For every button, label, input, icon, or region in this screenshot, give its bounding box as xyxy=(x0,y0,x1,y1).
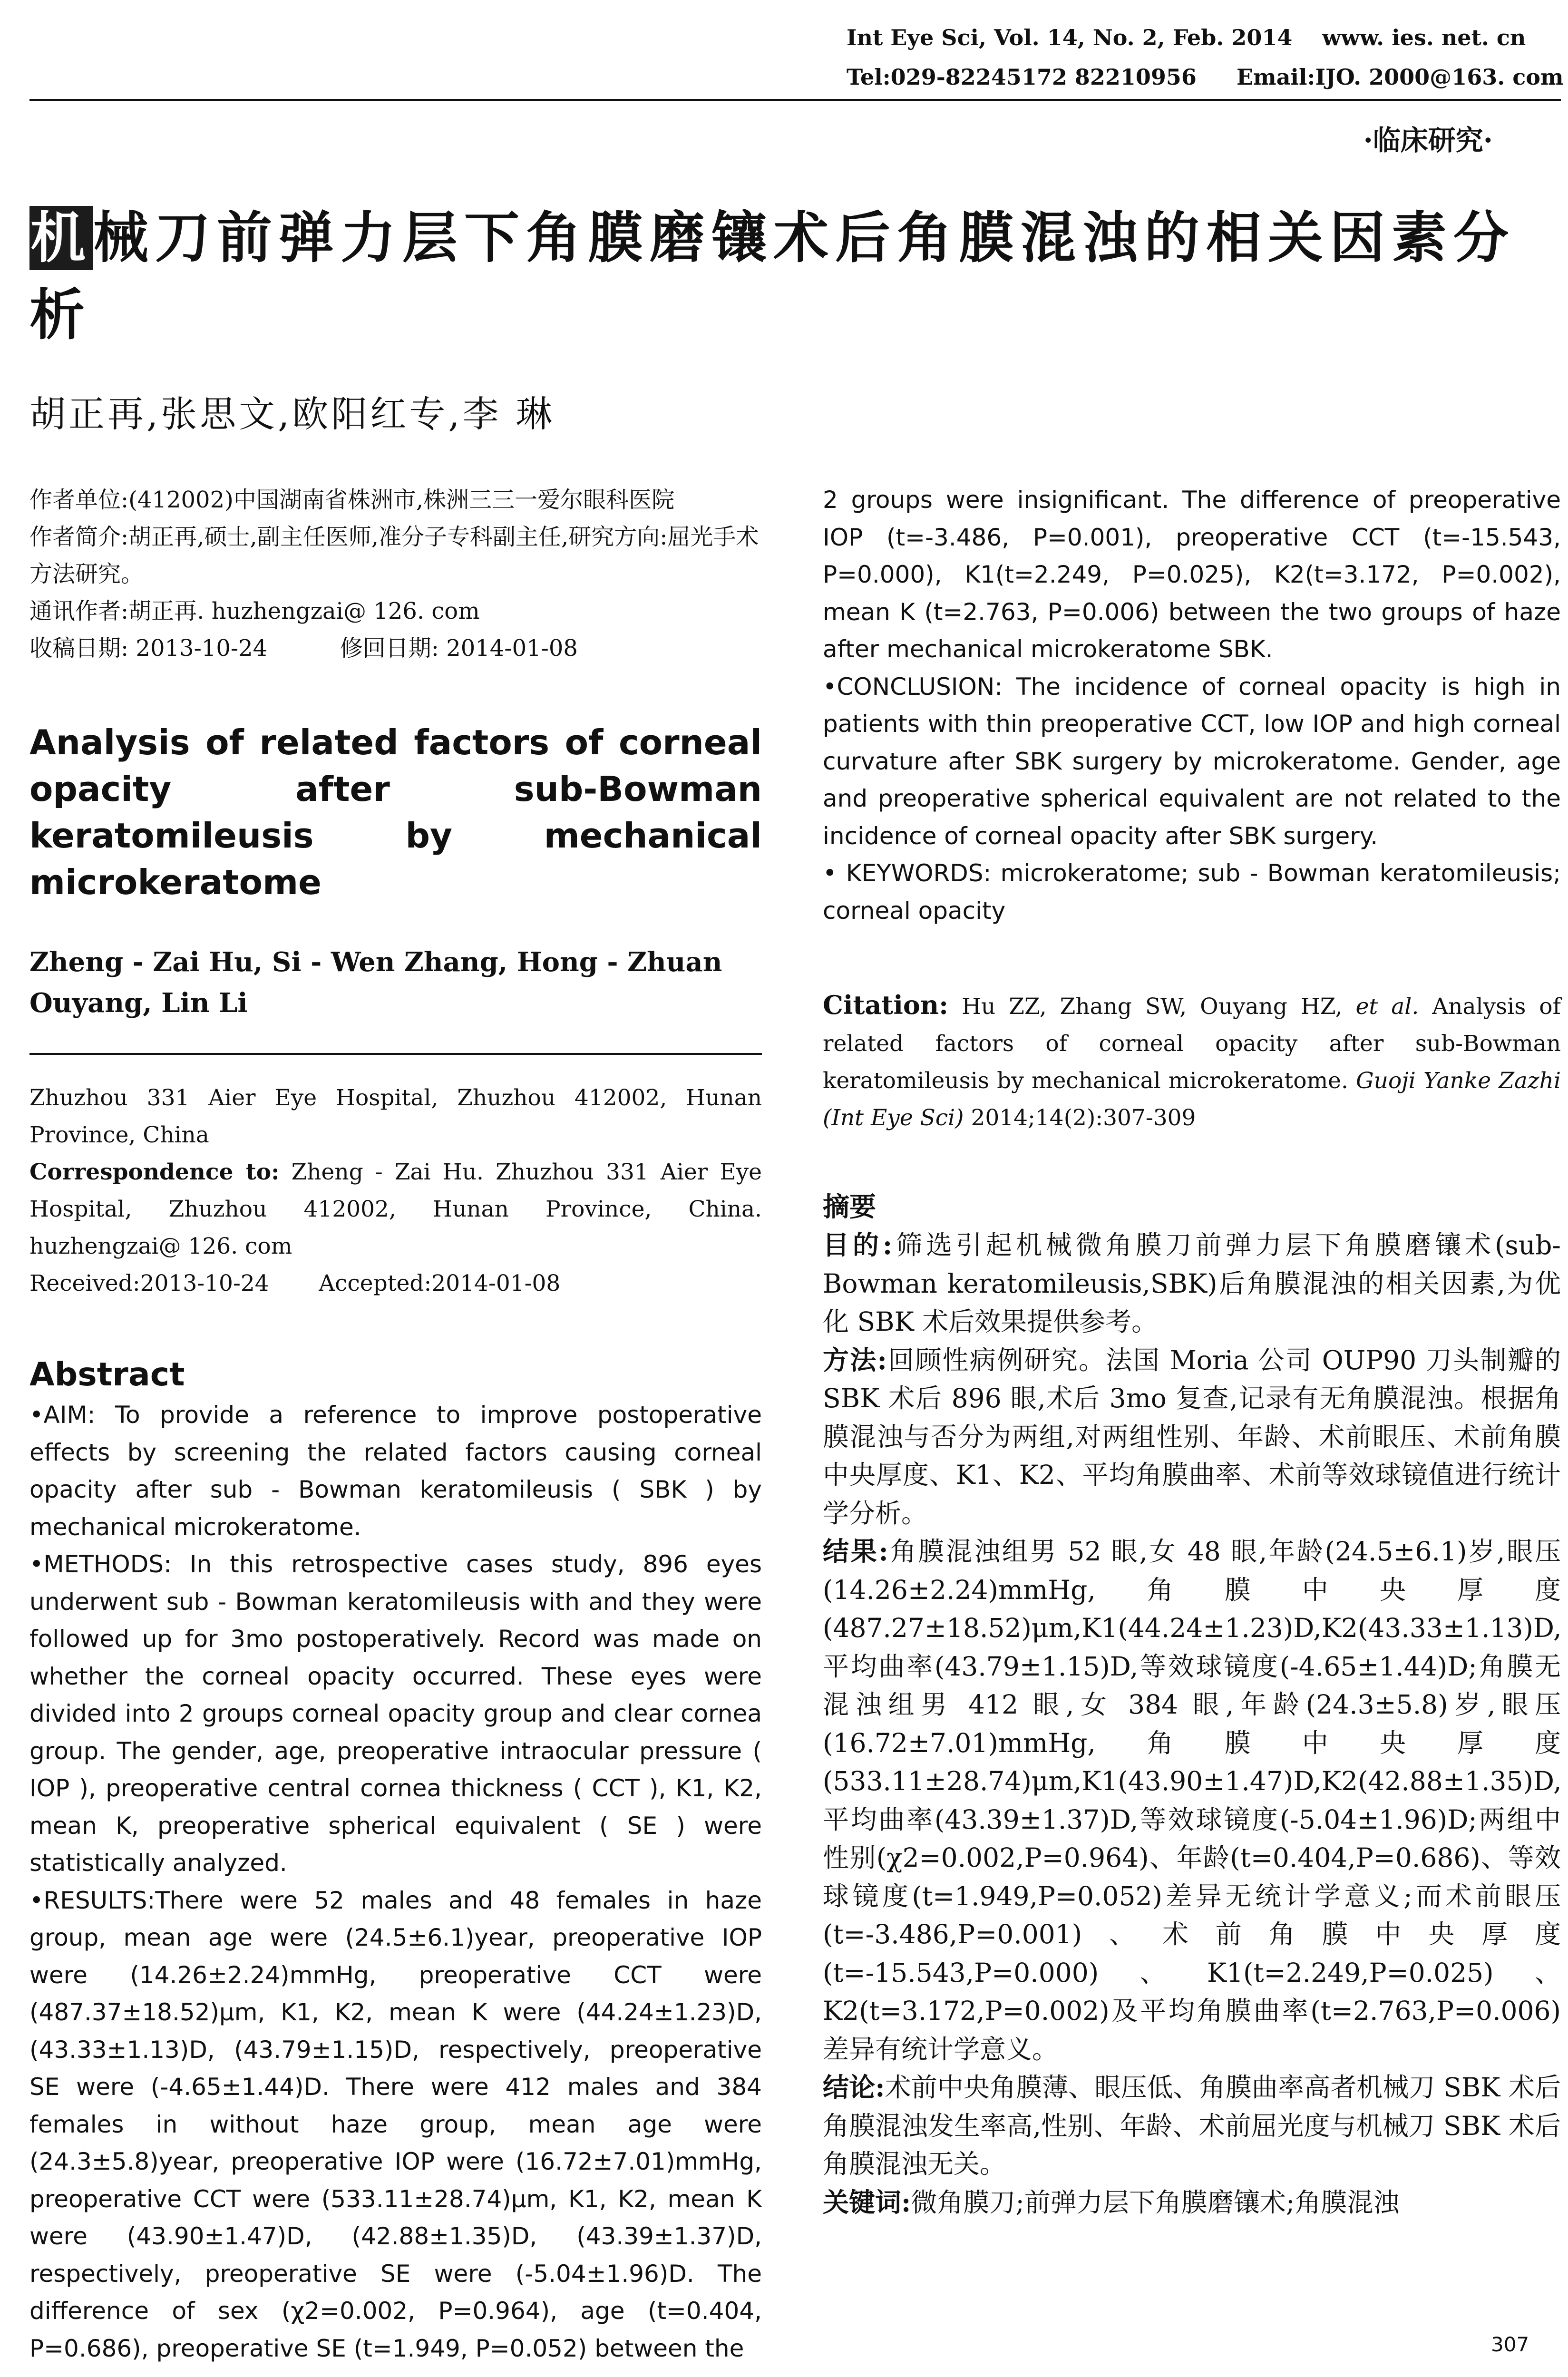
abstract-cn-conclusion xyxy=(823,2068,1561,2183)
right-column xyxy=(823,481,1561,2221)
citation-et-al: et al. xyxy=(1355,994,1419,1020)
english-affiliation xyxy=(29,1080,762,1302)
journal-citation: Int Eye Sci, Vol. 14, No. 2, Feb. 2014 xyxy=(847,25,1293,50)
citation-block xyxy=(823,986,1561,1137)
citation-text: Analysis of related factors of corneal opacity after sub-Bowman keratomileusis by mechanical microkeratome. xyxy=(823,994,1561,1094)
affiliation-dates: 收稿日期: 2013-10-24 修回日期: 2014-01-08 xyxy=(29,635,578,662)
citation-journal: Guoji Yanke Zazhi (Int Eye Sci) xyxy=(823,1068,1561,1131)
left-column xyxy=(29,481,762,2367)
citation-label: Citation: xyxy=(823,990,949,1020)
abstract-cn-methods-text: 回顾性病例研究。法国 Moria 公司 OUP90 刀头制瓣的 SBK 术后 896 眼,术后 3mo 复查,记录有无角膜混浊。根据角膜混浊与否分为两组,对两组性别、年龄、术前眼压、术前角膜中央厚度、K1、K2、平均角膜曲率、术前等效球镜值进行统计学分析。 xyxy=(823,1344,1561,1529)
header-divider xyxy=(29,99,1561,101)
abstract-aim: •AIM: To provide a reference to improve postoperative effects by screening the related factors causing corneal opacity after sub - Bowman keratomileusis ( SBK ) by mechanical microkeratome. xyxy=(29,1401,762,1541)
abstract-cn-keywords-text: 微角膜刀;前弹力层下角膜磨镶术;角膜混浊 xyxy=(911,2187,1400,2218)
journal-tel: Tel:029-82245172 82210956 xyxy=(847,64,1197,90)
journal-header-line2 xyxy=(847,64,1564,90)
title-text: 械刀前弹力层下角膜磨镶术后角膜混浊的相关因素分析 xyxy=(29,206,1515,347)
abstract-cn-results xyxy=(823,1532,1561,2068)
abstract-cn-heading: 摘要 xyxy=(823,1191,876,1223)
abstract-cn-methods xyxy=(823,1341,1561,1533)
page-number: 307 xyxy=(1491,2333,1529,2356)
affiliation-corresponding: 通讯作者:胡正再. huzhengzai@ 126. com xyxy=(29,598,480,624)
abstract-cn-aim-label: 目的: xyxy=(823,1229,893,1260)
abstract-cn-aim xyxy=(823,1226,1561,1341)
correspondence-label: Correspondence to: xyxy=(29,1159,280,1185)
journal-header-line1 xyxy=(847,25,1560,50)
abstract-cn-aim-text: 筛选引起机械微角膜刀前弹力层下角膜磨镶术(sub-Bowman keratomileusis,SBK)后角膜混浊的相关因素,为优化 SBK 术后效果提供参考。 xyxy=(823,1230,1561,1337)
abstract-cn-methods-label: 方法: xyxy=(823,1344,887,1375)
journal-email[interactable]: Email:IJO. 2000@163. com xyxy=(1237,64,1564,90)
authors-cn: 胡正再,张思文,欧阳红专,李 琳 xyxy=(29,393,555,435)
affiliation-unit: 作者单位:(412002)中国湖南省株洲市,株洲三三一爱尔眼科医院 xyxy=(29,487,675,513)
correspondence-text: Zheng - Zai Hu. Zhuzhou 331 Aier Eye Hospital, Zhuzhou 412002, Hunan Province, China. huzhengzai@ 126. com xyxy=(29,1159,762,1259)
abstract-results: •RESULTS:There were 52 males and 48 females in haze group, mean age were (24.5±6.1)year, preoperative IOP were (14.26±2.24)mmHg, preoperative CCT were (487.37±18.52)μm, K1, K2, mean K were (44.24±1.23)D, (43.33±1.13)D, (43.79±1.15)D, respectively, preoperative SE were (-4.65±1.44)D. There were 412 males and 384 females in without haze group, mean age were (24.3±5.8)year, preoperative IOP were (16.72±7.01)mmHg, preoperative CCT were (533.11±28.74)μm, K1, K2, mean K were (43.90±1.47)D, (42.88±1.35)D, (43.39±1.37)D, respectively, preoperative SE were (-5.04±1.96)D. The difference of sex (χ2=0.002, P=0.964), age (t=0.404, P=0.686), preoperative SE (t=1.949, P=0.052) between the xyxy=(29,1886,762,2362)
abstract-body-continued xyxy=(823,481,1561,929)
left-column-divider xyxy=(29,1053,762,1055)
section-label: ·临床研究· xyxy=(1363,124,1493,156)
abstract-cn-body xyxy=(823,1226,1561,2221)
abstract-cn-results-text: 角膜混浊组男 52 眼,女 48 眼,年龄(24.5±6.1)岁,眼压(14.26±2.24)mmHg,角膜中央厚度(487.27±18.52)μm,K1(44.24±1.23)D,K2(43.33±1.13)D,平均曲率(43.79±1.15)D,等效球镜度(-4.65±1.44)D;角膜无混浊组男 412 眼,女 384 眼,年龄(24.3±5.8)岁,眼压(16.72±7.01)mmHg,角膜中央厚度(533.11±28.74)μm,K1(43.90±1.47)D,K2(42.88±1.35)D,平均曲率(43.39±1.37)D,等效球镜度(-5.04±1.96)D;两组中性别(χ2=0.002,P=0.964)、年龄(t=0.404,P=0.686)、等效球镜度(t=1.949,P=0.052)差异无统计学意义;而术前眼压(t=-3.486,P=0.001)、术前角膜中央厚度(t=-15.543,P=0.000)、K1(t=2.249,P=0.025)、K2(t=3.172,P=0.002)及平均角膜曲率(t=2.763,P=0.006)差异有统计学意义。 xyxy=(823,1536,1562,2065)
abstract-heading: Abstract xyxy=(29,1356,185,1393)
citation-authors: Hu ZZ, Zhang SW, Ouyang HZ, xyxy=(948,994,1356,1020)
english-title: Analysis of related factors of corneal opacity after sub-Bowman keratomileusis by mechanical microkeratome xyxy=(29,722,762,902)
abstract-cn-conclusion-label: 结论: xyxy=(823,2072,885,2103)
abstract-results-continued: 2 groups were insignificant. The difference of preoperative IOP (t=-3.486, P=0.001), preoperative CCT (t=-15.543, P=0.000), K1(t=2.249, P=0.025), K2(t=3.172, P=0.002), mean K (t=2.763, P=0.006) between the two groups of haze after mechanical microkeratome SBK. xyxy=(823,486,1561,663)
english-address: Zhuzhou 331 Aier Eye Hospital, Zhuzhou 412002, Hunan Province, China xyxy=(29,1085,762,1148)
abstract-cn-keywords-label: 关键词: xyxy=(823,2186,911,2218)
abstract-conclusion: •CONCLUSION: The incidence of corneal opacity is high in patients with thin preoperative CCT, low IOP and high corneal curvature after SBK surgery by microkeratome. Gender, age and preoperative spherical equivalent are not related to the incidence of corneal opacity after SBK surgery. xyxy=(823,672,1561,850)
abstract-keywords: • KEYWORDS: microkeratome; sub - Bowman keratomileusis; corneal opacity xyxy=(823,859,1561,925)
title-drop-char: 机 xyxy=(30,206,92,270)
abstract-cn-results-label: 结果: xyxy=(823,1536,888,1567)
english-dates: Received:2013-10-24 Accepted:2014-01-08 xyxy=(29,1270,561,1296)
english-authors: Zheng - Zai Hu, Si - Wen Zhang, Hong - Zhuan Ouyang, Lin Li xyxy=(29,946,722,1019)
article-title xyxy=(29,200,1561,354)
journal-website[interactable]: www. ies. net. cn xyxy=(1322,25,1526,50)
citation-ref: 2014;14(2):307-309 xyxy=(964,1105,1196,1131)
english-correspondence xyxy=(29,1154,762,1265)
affiliation-cn xyxy=(29,481,762,667)
abstract-cn-conclusion-text: 术前中央角膜薄、眼压低、角膜曲率高者机械刀 SBK 术后角膜混浊发生率高,性别、年龄、术前屈光度与机械刀 SBK 术后角膜混浊无关。 xyxy=(823,2072,1561,2179)
abstract-methods: •METHODS: In this retrospective cases study, 896 eyes underwent sub - Bowman keratomileusis with and they were followed up for 3mo postoperatively. Record was made on whether the corneal opacity occurred. These eyes were divided into 2 groups corneal opacity group and clear cornea group. The gender, age, preoperative intraocular pressure ( IOP ), preoperative central cornea thickness ( CCT ), K1, K2, mean K, preoperative spherical equivalent ( SE ) were statistically analyzed. xyxy=(29,1550,762,1877)
abstract-body xyxy=(29,1396,762,2367)
abstract-cn-keywords xyxy=(823,2183,1561,2222)
affiliation-bio: 作者简介:胡正再,硕士,副主任医师,准分子专科副主任,研究方向:屈光手术方法研究。 xyxy=(29,524,759,587)
